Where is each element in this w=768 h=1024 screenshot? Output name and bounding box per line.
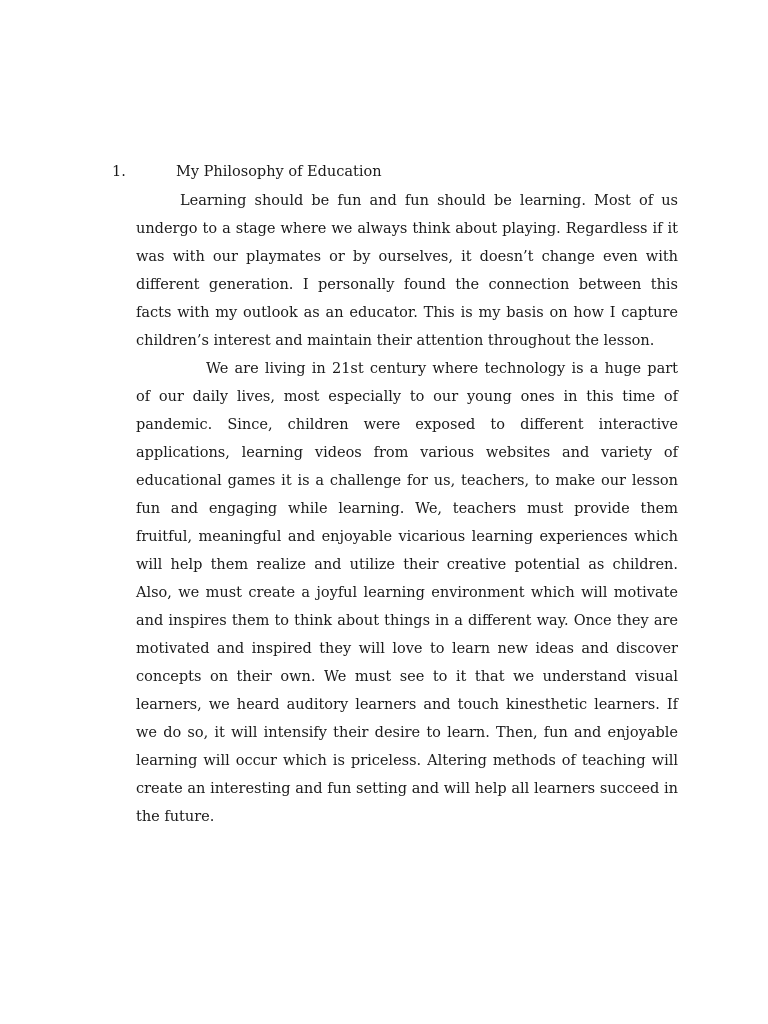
paragraph-2: We are living in 21st century where technology is a huge part of our daily lives, most especially to our young ones in this time of pandemic. Since, children were exposed to different interactive applications, learning videos from various websites and variety of educational games it is a challenge for us, teachers, to make our lesson fun and engaging while learning. We, teachers must provide them fruitful, meaningful and enjoyable vicarious learning experiences which will help them realize and utilize their creative potential as children. Also, we must create a joyful learning environment which will motivate and inspires them to think about things in a different way. Once they are motivated and inspired they will love to learn new ideas and discover concepts on their own. We must see to it that we understand visual learners, we heard auditory learners and touch kinesthetic learners. If we do so, it will intensify their desire to learn. Then, fun and enjoyable learning will occur which is priceless. Altering methods of teaching will create an interesting and fun setting and will help all learners succeed in the future. <box>136 361 678 825</box>
paragraph-1: Learning should be fun and fun should be learning. Most of us undergo to a stage where we always think about playing. Regardless if it was with our playmates or by ourselves, it doesn’t change even with different generation. I personally found the connection between this facts with my outlook as an educator. This is my basis on how I capture children’s interest and maintain their attention throughout the lesson. <box>136 193 678 349</box>
section-title: My Philosophy of Education <box>176 164 382 180</box>
section-number: 1. <box>112 164 126 180</box>
section-heading <box>112 162 382 182</box>
